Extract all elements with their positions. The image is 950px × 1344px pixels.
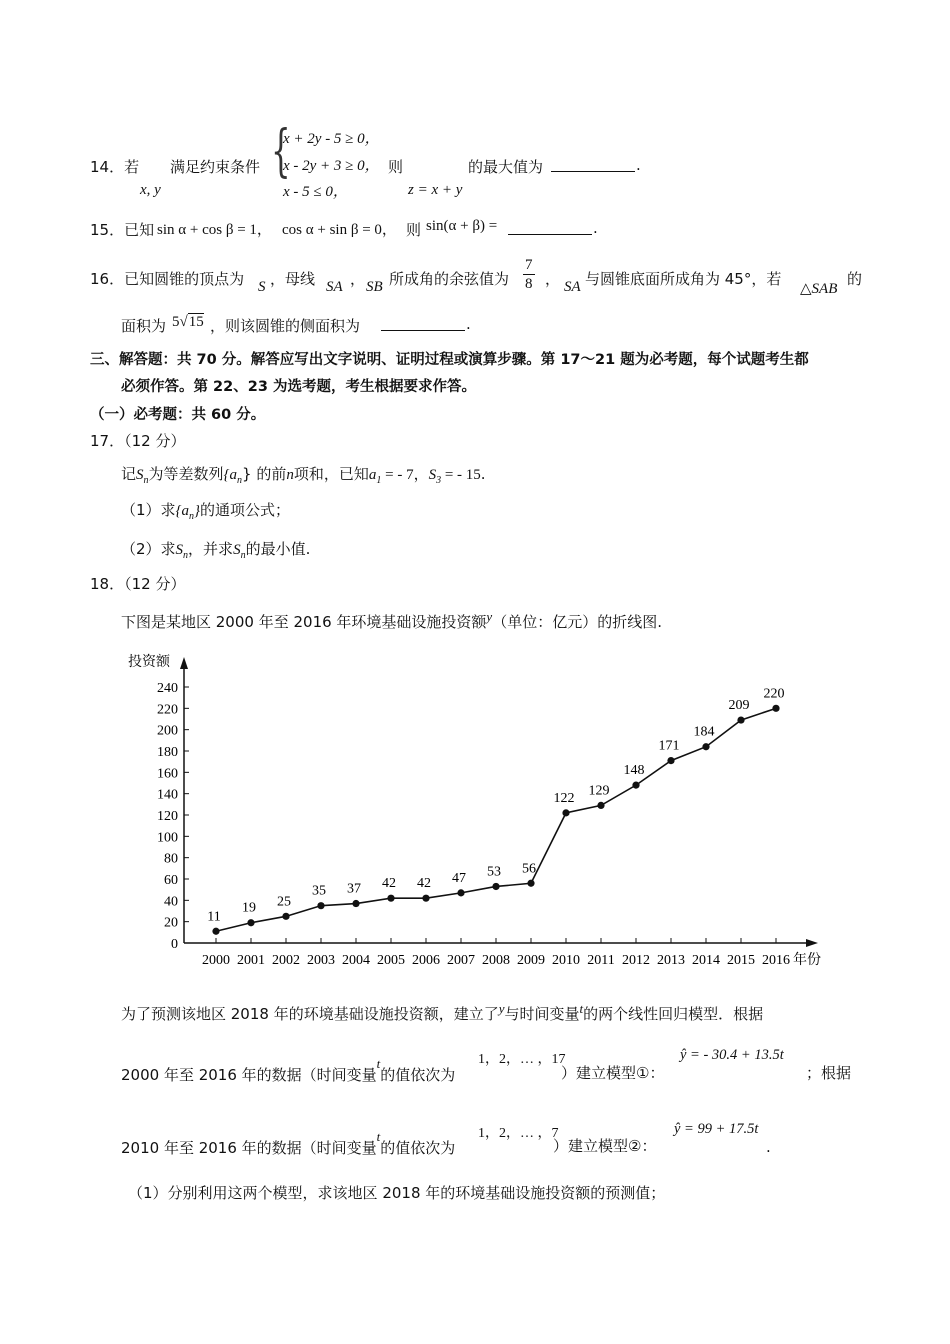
- x-tick-label: 2014: [692, 953, 720, 968]
- q16-SB: SB: [366, 279, 383, 295]
- y-tick-label: 140: [157, 787, 178, 803]
- data-label: 148: [623, 763, 645, 779]
- q17-S3-value: = - 15: [441, 467, 481, 483]
- q17-line-1: [121, 463, 486, 486]
- q18-t: t: [579, 1001, 584, 1016]
- data-label: 47: [452, 870, 466, 886]
- y-tick-label: 180: [157, 745, 178, 760]
- q18-model-1: ŷ = - 30.4 + 13.5t: [680, 1047, 784, 1063]
- x-tick-label: 2001: [237, 953, 265, 968]
- x-tick-label: 2015: [727, 953, 755, 968]
- q15-end: .: [593, 219, 598, 237]
- data-label: 37: [347, 881, 361, 897]
- data-point: [387, 895, 394, 902]
- series-line: [216, 708, 776, 931]
- x-tick-label: 2005: [377, 953, 405, 968]
- q17-an: {$a_n$: [223, 467, 243, 486]
- chart-ylabel: 投资额: [128, 654, 170, 670]
- investment-line-chart: [120, 645, 840, 975]
- q16-ask: ，则该圆锥的侧面积为: [210, 317, 361, 335]
- q16-end: .: [466, 315, 471, 333]
- q17-Sn-3: $S_n$: [233, 542, 246, 561]
- q18-intro: 下图是某地区 2000 年至 2016 年环境基础设施投资额$^y$（单位：亿元）的折线图.: [121, 609, 662, 631]
- q18-model2-label: ）建立模型②：: [553, 1137, 657, 1155]
- q17-text-d: 项和，已知: [293, 465, 369, 483]
- data-point: [702, 743, 709, 750]
- data-label: 171: [658, 738, 680, 754]
- y-tick-label: 240: [157, 681, 178, 696]
- q16-fraction: [523, 256, 535, 293]
- q17-number: 17．（12 分）: [90, 432, 186, 450]
- q14-constraint-3: x - 5 ≤ 0，: [283, 184, 348, 200]
- y-tick-label: 120: [157, 809, 178, 824]
- q16-text-2: 所成角的余弦值为: [389, 270, 510, 288]
- y-tick-label: 220: [157, 702, 178, 718]
- x-tick-label: 2011: [587, 953, 615, 968]
- q18-sequence-2: 1，2，… ，7: [478, 1126, 559, 1141]
- q17-part-2: （2）求$S_n$，并求$S_n$的最小值.: [121, 540, 311, 561]
- data-point: [282, 913, 289, 920]
- x-tick-label: 2013: [657, 953, 685, 968]
- q16-triangle: △SAB: [800, 281, 838, 297]
- q17-text-b: 为等差数列: [148, 465, 224, 483]
- q17-a1-value: = - 7，: [381, 467, 429, 483]
- data-point: [352, 900, 359, 907]
- y-tick-label: 0: [171, 937, 178, 952]
- q17-n: n: [286, 467, 294, 483]
- data-label: 53: [487, 864, 501, 880]
- q16-area-coefficient: 5: [172, 314, 180, 330]
- section3-heading-line-2: 必须作答。第 22、23 为选考题，考生根据要求作答。: [121, 379, 476, 395]
- q16-vertex-S: S: [258, 279, 266, 295]
- q16-SA-2: SA: [564, 279, 581, 295]
- data-label: 42: [382, 876, 396, 892]
- q17-a1: $a_1$: [368, 467, 382, 486]
- data-point: [562, 809, 569, 816]
- q18-para-2: 2000 年至 2016 年的数据（时间变量$^t$的值依次为: [121, 1056, 456, 1084]
- x-tick-label: 2012: [622, 953, 650, 968]
- data-label: 35: [312, 883, 326, 899]
- data-label: 19: [242, 900, 256, 916]
- x-tick-label: 2000: [202, 953, 230, 968]
- q14-answer-blank: [551, 158, 635, 172]
- q18-number: 18．（12 分）: [90, 575, 186, 593]
- x-tick-label: 2008: [482, 953, 510, 968]
- data-point: [632, 782, 639, 789]
- data-label: 209: [728, 698, 750, 714]
- q15-then: 则: [406, 221, 422, 239]
- x-tick-label: 2004: [342, 953, 370, 968]
- q17-Sn: $S_n$: [136, 467, 149, 486]
- q14-constraint-2: x - 2y + 3 ≥ 0，: [283, 158, 380, 174]
- q14-ask: 的最大值为: [468, 158, 544, 176]
- q18-para-3: 2010 年至 2016 年的数据（时间变量$^t$的值依次为: [121, 1129, 456, 1157]
- q14-condition-label: 满足约束条件: [170, 158, 261, 176]
- x-axis-arrow-icon: [806, 939, 818, 947]
- y-tick-label: 60: [164, 873, 178, 888]
- q14-number: 14．若: [90, 158, 140, 176]
- q18-part-1: （1）分别利用这两个模型，求该地区 2018 年的环境基础设施投资额的预测值；: [128, 1184, 666, 1202]
- data-point: [212, 928, 219, 935]
- y-tick-label: 100: [157, 830, 178, 846]
- data-point: [422, 895, 429, 902]
- data-point: [457, 889, 464, 896]
- data-point: [772, 705, 779, 712]
- q16-area-label: 面积为: [121, 317, 167, 335]
- x-tick-label: 2009: [517, 953, 545, 968]
- data-label: 184: [693, 724, 715, 740]
- q15-number: 15．已知: [90, 221, 155, 239]
- q18-para-1: 为了预测该地区 2018 年的环境基础设施投资额，建立了$^y$与时间变量$^t$的两个线性回归模型．根据: [121, 1001, 764, 1023]
- q14-vars: x, y: [140, 182, 161, 198]
- y-tick-label: 40: [164, 894, 178, 910]
- q16-number: 16．已知圆锥的顶点为: [90, 270, 245, 288]
- q16-area-radicand: 15: [188, 314, 204, 330]
- q17-part-1: （1）求$\{a_n\}$的通项公式；: [121, 501, 291, 522]
- chart-xlabel: 年份: [793, 952, 821, 968]
- data-point: [317, 902, 324, 909]
- data-label: 56: [522, 861, 536, 877]
- data-point: [527, 880, 534, 887]
- q14-then: 则: [388, 158, 404, 176]
- y-tick-label: 160: [157, 766, 178, 782]
- q17-an-2: $\{a_n\}$: [175, 503, 201, 522]
- q17-Sn-2: $S_n$: [175, 542, 189, 561]
- data-point: [597, 802, 604, 809]
- section3-subheading: （一）必考题：共 60 分。: [90, 407, 266, 423]
- q16-area-value: [172, 314, 204, 331]
- brace-icon: {: [271, 119, 291, 184]
- q17-text-a: 记: [121, 465, 137, 483]
- sqrt-icon: √: [179, 314, 188, 330]
- q18-y: y: [486, 609, 493, 624]
- x-tick-label: 2002: [272, 953, 300, 968]
- q14-constraint-1: x + 2y - 5 ≥ 0，: [283, 131, 380, 147]
- q16-fraction-denominator: 8: [525, 276, 533, 292]
- q18-t-2: t: [376, 1056, 381, 1071]
- data-label: 42: [417, 876, 431, 892]
- data-label: 122: [553, 790, 575, 806]
- q17-S3: $S_3$: [428, 467, 442, 486]
- q14-objective: z = x + y: [408, 182, 463, 198]
- q18-model1-label: ）建立模型①：: [561, 1064, 665, 1082]
- x-tick-label: 2003: [307, 953, 335, 968]
- q18-para-3-end: .: [766, 1138, 771, 1156]
- q14-end: .: [636, 156, 641, 174]
- q18-model-2: ŷ = 99 + 17.5t: [674, 1121, 759, 1137]
- q18-sequence-1: 1，2，… ，17: [478, 1052, 566, 1067]
- y-tick-label: 80: [164, 851, 178, 867]
- q16-text-5: 的: [847, 270, 863, 288]
- y-axis-arrow-icon: [180, 657, 188, 669]
- q15-answer-blank: [508, 221, 592, 235]
- q15-equation-2: cos α + sin β = 0，: [282, 222, 397, 238]
- data-label: 25: [277, 894, 291, 910]
- q16-fraction-numerator: 7: [525, 257, 533, 273]
- data-label: 11: [207, 909, 221, 925]
- q16-comma: ，: [350, 270, 366, 288]
- q18-t-3: t: [376, 1129, 381, 1144]
- q15-equation-1: sin α + cos β = 1，: [157, 222, 272, 238]
- q16-SA: SA: [326, 279, 343, 295]
- q17-text-c: } 的前: [242, 465, 287, 483]
- q16-answer-blank: [381, 317, 465, 331]
- data-point: [247, 919, 254, 926]
- q18-para-2-end: ；根据: [806, 1064, 852, 1082]
- data-label: 129: [588, 783, 610, 799]
- q16-text-4: 与圆锥底面所成角为 45°，若: [585, 270, 782, 288]
- q18-y-2: y: [498, 1001, 505, 1016]
- q16-text-1: ，母线: [270, 270, 316, 288]
- x-tick-label: 2007: [447, 953, 475, 968]
- y-tick-label: 200: [157, 723, 178, 739]
- data-point: [492, 883, 499, 890]
- y-tick-label: 20: [164, 915, 178, 931]
- q17-text-e: .: [480, 465, 486, 483]
- data-label: 220: [763, 686, 785, 702]
- x-tick-label: 2010: [552, 953, 580, 968]
- data-point: [667, 757, 674, 764]
- section3-heading-line-1: 三、解答题：共 70 分。解答应写出文字说明、证明过程或演算步骤。第 17～21 题为必考题，每个试题考生都: [90, 352, 809, 368]
- q16-text-3: ，: [545, 270, 561, 288]
- q15-target: sin(α + β) =: [426, 218, 498, 234]
- x-tick-label: 2006: [412, 953, 440, 968]
- data-point: [737, 716, 744, 723]
- x-tick-label: 2016: [762, 953, 790, 968]
